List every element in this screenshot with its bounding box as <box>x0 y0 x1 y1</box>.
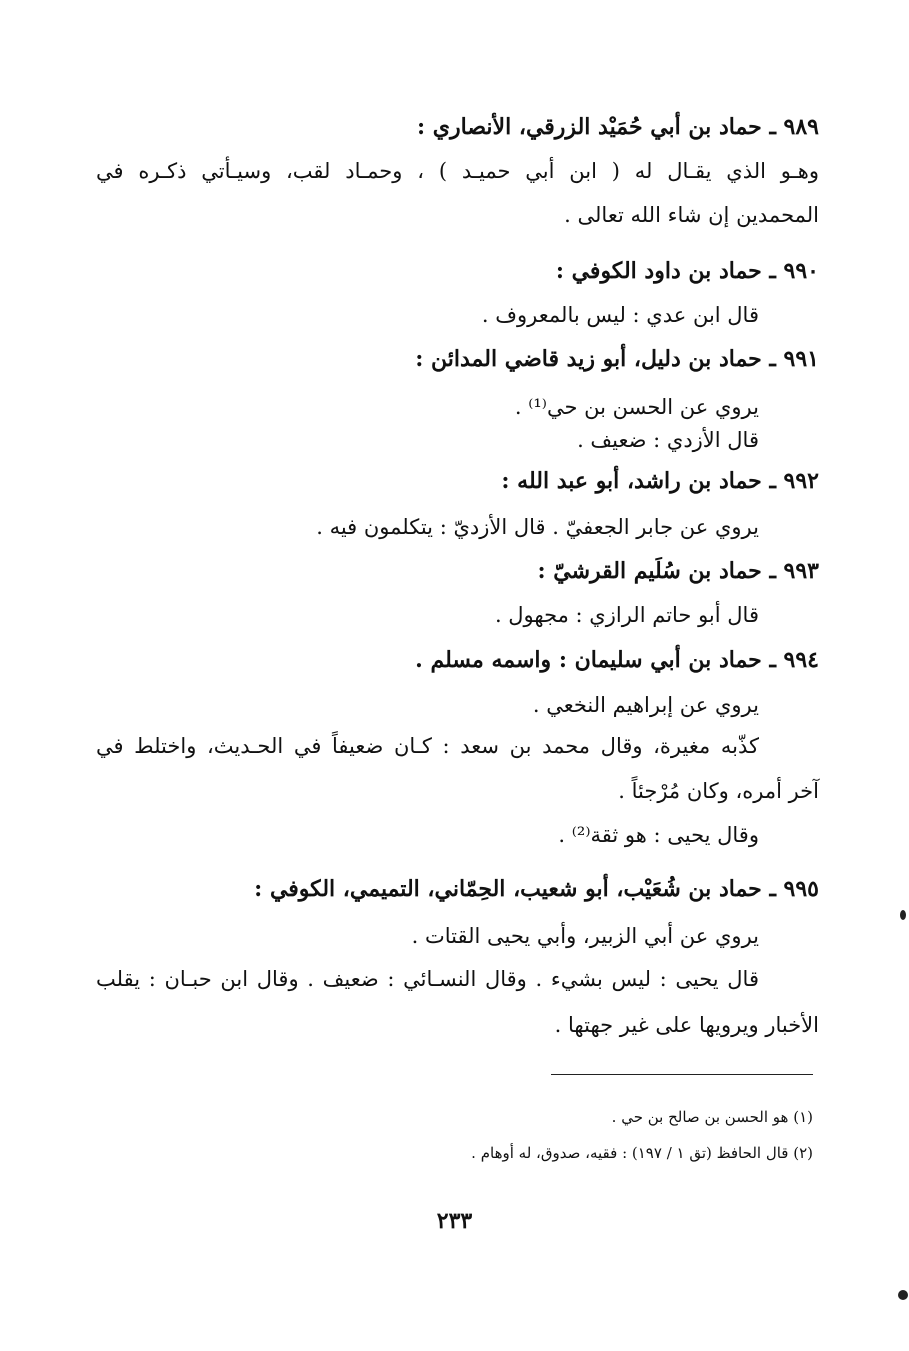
entry-text-line: الأخبار ويرويها على غير جهتها . <box>554 1013 819 1037</box>
entry-text-line: يروي عن أبي الزبير، وأبي يحيى القتات . <box>411 924 759 948</box>
scan-speck <box>900 910 906 920</box>
entry-text-line: كذّبه مغيرة، وقال محمد بن سعد : كـان ضعيفاً في الحـديث، واختلط في <box>96 734 759 758</box>
entry-text-line: يروي عن إبراهيم النخعي . <box>532 693 759 717</box>
scan-speck <box>898 1290 908 1300</box>
entry-heading-995: ٩٩٥ ـ حماد بن شُعَيْب، أبو شعيب، الحِمّاني، التميمي، الكوفي : <box>254 876 819 902</box>
entry-heading-992: ٩٩٢ ـ حماد بن راشد، أبو عبد الله : <box>501 468 819 494</box>
entry-text-line: قال أبو حاتم الرازي : مجهول . <box>494 603 759 627</box>
entry-heading-994: ٩٩٤ ـ حماد بن أبي سليمان : واسمه مسلم . <box>415 647 819 673</box>
entry-text-line: قال الأزدي : ضعيف . <box>577 428 759 452</box>
page-number: ٢٣٣ <box>436 1208 473 1234</box>
entry-heading-991: ٩٩١ ـ حماد بن دليل، أبو زيد قاضي المدائن : <box>415 346 819 372</box>
footnote-separator <box>551 1074 813 1075</box>
entry-heading-989: ٩٨٩ ـ حماد بن أبي حُمَيْد الزرقي، الأنصاري : <box>417 114 819 140</box>
entry-heading-993: ٩٩٣ ـ حماد بن سُلَيم القرشيّ : <box>537 558 819 584</box>
footnote-2: (٢) قال الحافظ (تق ١ / ١٩٧) : فقيه، صدوق، له أوهام . <box>471 1144 813 1162</box>
entry-text-line: وهـو الذي يقـال له ( ابن أبي حميـد ) ، وحمـاد لقب، وسيـأتي ذكـره في <box>96 159 819 183</box>
footnote-1: (١) هو الحسن بن صالح بن حي . <box>611 1108 813 1126</box>
entry-text-line: يروي عن جابر الجعفيّ . قال الأزديّ : يتكلمون فيه . <box>316 515 759 539</box>
entry-text-line: آخر أمره، وكان مُرْجئاً . <box>618 779 819 803</box>
entry-text-line: وقال يحيى : هو ثقة⁽²⁾ . <box>558 823 759 847</box>
entry-text-line: قال ابن عدي : ليس بالمعروف . <box>481 303 759 327</box>
entry-text-line: قال يحيى : ليس بشيء . وقال النسـائي : ضعيف . وقال ابن حبـان : يقلب <box>96 967 759 991</box>
entry-text-line: المحمدين إن شاء الله تعالى . <box>564 203 819 227</box>
entry-text-line: يروي عن الحسن بن حي⁽¹⁾ . <box>514 395 759 419</box>
entry-heading-990: ٩٩٠ ـ حماد بن داود الكوفي : <box>555 258 819 284</box>
